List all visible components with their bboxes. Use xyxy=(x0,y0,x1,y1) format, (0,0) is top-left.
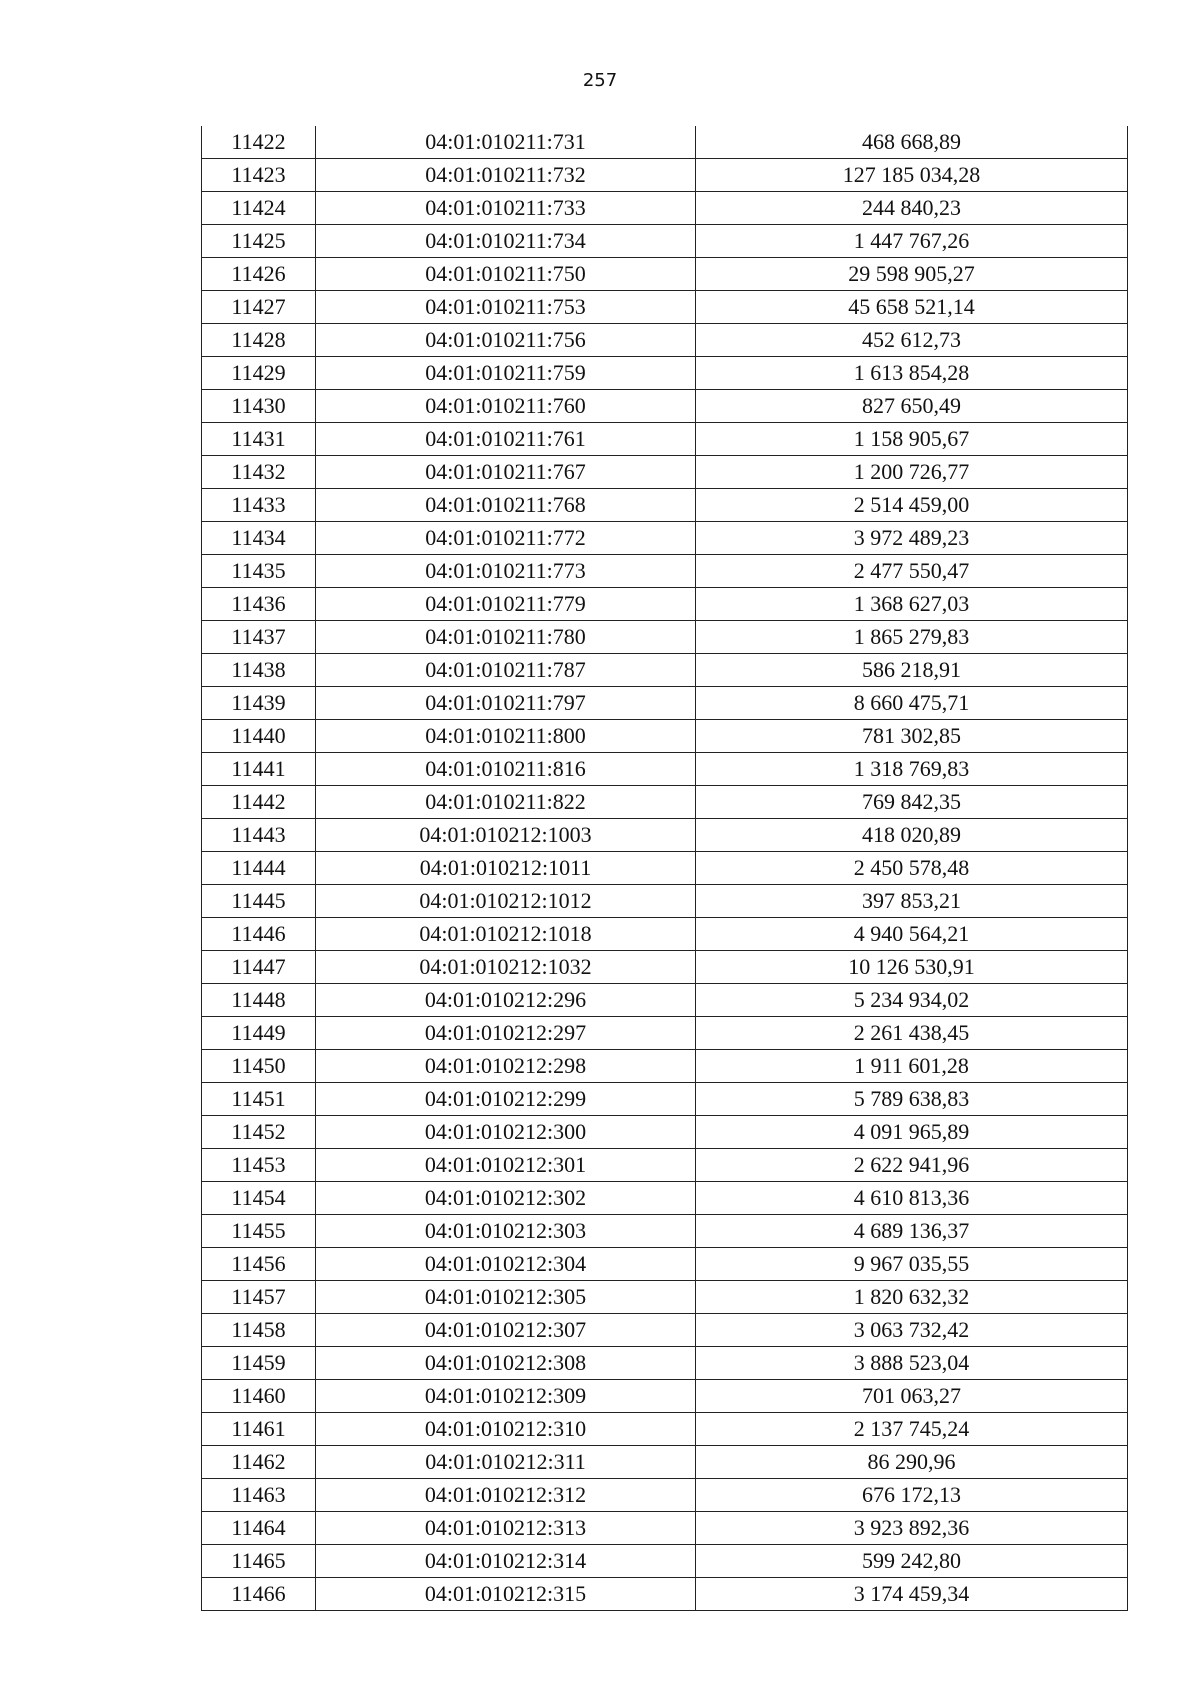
cadastral-number-cell: 04:01:010212:305 xyxy=(316,1281,696,1314)
row-number-cell: 11454 xyxy=(202,1182,316,1215)
table-row xyxy=(202,918,1128,951)
table-row xyxy=(202,192,1128,225)
cadastral-value-cell: 127 185 034,28 xyxy=(696,159,1128,192)
row-number-cell: 11461 xyxy=(202,1413,316,1446)
table-body xyxy=(202,126,1128,1611)
cadastral-number-cell: 04:01:010211:772 xyxy=(316,522,696,555)
row-number-cell: 11434 xyxy=(202,522,316,555)
row-number-cell: 11456 xyxy=(202,1248,316,1281)
cadastral-number-cell: 04:01:010212:315 xyxy=(316,1578,696,1611)
table-row xyxy=(202,1578,1128,1611)
cadastral-number-cell: 04:01:010212:302 xyxy=(316,1182,696,1215)
cadastral-number-cell: 04:01:010212:311 xyxy=(316,1446,696,1479)
row-number-cell: 11446 xyxy=(202,918,316,951)
cadastral-value-cell: 4 610 813,36 xyxy=(696,1182,1128,1215)
row-number-cell: 11444 xyxy=(202,852,316,885)
table-row xyxy=(202,357,1128,390)
table-row xyxy=(202,1347,1128,1380)
row-number-cell: 11452 xyxy=(202,1116,316,1149)
row-number-cell: 11458 xyxy=(202,1314,316,1347)
row-number-cell: 11462 xyxy=(202,1446,316,1479)
row-number-cell: 11437 xyxy=(202,621,316,654)
cadastral-value-cell: 586 218,91 xyxy=(696,654,1128,687)
cadastral-value-cell: 781 302,85 xyxy=(696,720,1128,753)
cadastral-number-cell: 04:01:010211:731 xyxy=(316,126,696,159)
table-row xyxy=(202,720,1128,753)
cadastral-value-cell: 1 318 769,83 xyxy=(696,753,1128,786)
cadastral-value-table xyxy=(201,126,1128,1611)
cadastral-value-cell: 769 842,35 xyxy=(696,786,1128,819)
row-number-cell: 11429 xyxy=(202,357,316,390)
cadastral-number-cell: 04:01:010211:732 xyxy=(316,159,696,192)
row-number-cell: 11439 xyxy=(202,687,316,720)
table-row xyxy=(202,1149,1128,1182)
cadastral-value-cell: 827 650,49 xyxy=(696,390,1128,423)
row-number-cell: 11447 xyxy=(202,951,316,984)
table-row xyxy=(202,654,1128,687)
table-row xyxy=(202,984,1128,1017)
cadastral-value-cell: 1 158 905,67 xyxy=(696,423,1128,456)
table-row xyxy=(202,1050,1128,1083)
cadastral-value-cell: 468 668,89 xyxy=(696,126,1128,159)
table-row xyxy=(202,1512,1128,1545)
cadastral-number-cell: 04:01:010211:756 xyxy=(316,324,696,357)
cadastral-number-cell: 04:01:010212:303 xyxy=(316,1215,696,1248)
cadastral-number-cell: 04:01:010212:312 xyxy=(316,1479,696,1512)
cadastral-number-cell: 04:01:010211:760 xyxy=(316,390,696,423)
table-row xyxy=(202,1479,1128,1512)
table-row xyxy=(202,489,1128,522)
table-row xyxy=(202,390,1128,423)
row-number-cell: 11464 xyxy=(202,1512,316,1545)
cadastral-value-cell: 1 911 601,28 xyxy=(696,1050,1128,1083)
row-number-cell: 11430 xyxy=(202,390,316,423)
cadastral-number-cell: 04:01:010212:309 xyxy=(316,1380,696,1413)
row-number-cell: 11436 xyxy=(202,588,316,621)
table-row xyxy=(202,819,1128,852)
cadastral-value-cell: 3 063 732,42 xyxy=(696,1314,1128,1347)
table-row xyxy=(202,258,1128,291)
table-row xyxy=(202,1182,1128,1215)
row-number-cell: 11449 xyxy=(202,1017,316,1050)
row-number-cell: 11438 xyxy=(202,654,316,687)
cadastral-value-cell: 29 598 905,27 xyxy=(696,258,1128,291)
cadastral-value-cell: 701 063,27 xyxy=(696,1380,1128,1413)
row-number-cell: 11431 xyxy=(202,423,316,456)
cadastral-value-cell: 2 477 550,47 xyxy=(696,555,1128,588)
cadastral-number-cell: 04:01:010211:800 xyxy=(316,720,696,753)
cadastral-number-cell: 04:01:010211:759 xyxy=(316,357,696,390)
table-row xyxy=(202,1281,1128,1314)
table-row xyxy=(202,885,1128,918)
cadastral-value-cell: 1 200 726,77 xyxy=(696,456,1128,489)
cadastral-value-cell: 5 234 934,02 xyxy=(696,984,1128,1017)
row-number-cell: 11423 xyxy=(202,159,316,192)
cadastral-number-cell: 04:01:010212:299 xyxy=(316,1083,696,1116)
cadastral-value-cell: 4 091 965,89 xyxy=(696,1116,1128,1149)
table-row xyxy=(202,621,1128,654)
page-number: 257 xyxy=(582,70,618,91)
row-number-cell: 11445 xyxy=(202,885,316,918)
row-number-cell: 11457 xyxy=(202,1281,316,1314)
cadastral-value-cell: 1 447 767,26 xyxy=(696,225,1128,258)
cadastral-value-cell: 397 853,21 xyxy=(696,885,1128,918)
cadastral-value-cell: 86 290,96 xyxy=(696,1446,1128,1479)
row-number-cell: 11443 xyxy=(202,819,316,852)
cadastral-number-cell: 04:01:010211:779 xyxy=(316,588,696,621)
cadastral-value-cell: 244 840,23 xyxy=(696,192,1128,225)
cadastral-value-cell: 2 514 459,00 xyxy=(696,489,1128,522)
row-number-cell: 11450 xyxy=(202,1050,316,1083)
cadastral-number-cell: 04:01:010212:1003 xyxy=(316,819,696,852)
row-number-cell: 11465 xyxy=(202,1545,316,1578)
row-number-cell: 11463 xyxy=(202,1479,316,1512)
table-row xyxy=(202,786,1128,819)
row-number-cell: 11435 xyxy=(202,555,316,588)
table-row xyxy=(202,1446,1128,1479)
cadastral-number-cell: 04:01:010211:816 xyxy=(316,753,696,786)
table-row xyxy=(202,687,1128,720)
table-row xyxy=(202,1017,1128,1050)
row-number-cell: 11460 xyxy=(202,1380,316,1413)
table-row xyxy=(202,1545,1128,1578)
cadastral-number-cell: 04:01:010211:733 xyxy=(316,192,696,225)
table-row xyxy=(202,159,1128,192)
cadastral-value-cell: 2 137 745,24 xyxy=(696,1413,1128,1446)
table-row xyxy=(202,951,1128,984)
cadastral-number-cell: 04:01:010211:780 xyxy=(316,621,696,654)
cadastral-number-cell: 04:01:010211:761 xyxy=(316,423,696,456)
table-row xyxy=(202,126,1128,159)
cadastral-number-cell: 04:01:010212:1012 xyxy=(316,885,696,918)
table-row xyxy=(202,456,1128,489)
table-row xyxy=(202,1116,1128,1149)
table-row xyxy=(202,1314,1128,1347)
cadastral-value-cell: 1 368 627,03 xyxy=(696,588,1128,621)
cadastral-value-cell: 3 888 523,04 xyxy=(696,1347,1128,1380)
table-row xyxy=(202,753,1128,786)
cadastral-number-cell: 04:01:010211:797 xyxy=(316,687,696,720)
cadastral-number-cell: 04:01:010212:308 xyxy=(316,1347,696,1380)
cadastral-number-cell: 04:01:010211:768 xyxy=(316,489,696,522)
cadastral-value-cell: 3 174 459,34 xyxy=(696,1578,1128,1611)
row-number-cell: 11425 xyxy=(202,225,316,258)
cadastral-number-cell: 04:01:010212:313 xyxy=(316,1512,696,1545)
cadastral-number-cell: 04:01:010212:1011 xyxy=(316,852,696,885)
cadastral-number-cell: 04:01:010211:787 xyxy=(316,654,696,687)
table-row xyxy=(202,423,1128,456)
cadastral-value-cell: 676 172,13 xyxy=(696,1479,1128,1512)
row-number-cell: 11453 xyxy=(202,1149,316,1182)
table-row xyxy=(202,1413,1128,1446)
row-number-cell: 11455 xyxy=(202,1215,316,1248)
cadastral-value-cell: 1 613 854,28 xyxy=(696,357,1128,390)
table-row xyxy=(202,225,1128,258)
table-row xyxy=(202,852,1128,885)
row-number-cell: 11424 xyxy=(202,192,316,225)
cadastral-number-cell: 04:01:010212:298 xyxy=(316,1050,696,1083)
cadastral-value-cell: 1 865 279,83 xyxy=(696,621,1128,654)
cadastral-value-cell: 3 923 892,36 xyxy=(696,1512,1128,1545)
row-number-cell: 11440 xyxy=(202,720,316,753)
cadastral-number-cell: 04:01:010212:304 xyxy=(316,1248,696,1281)
cadastral-number-cell: 04:01:010211:767 xyxy=(316,456,696,489)
cadastral-number-cell: 04:01:010211:750 xyxy=(316,258,696,291)
cadastral-value-cell: 8 660 475,71 xyxy=(696,687,1128,720)
cadastral-value-cell: 452 612,73 xyxy=(696,324,1128,357)
row-number-cell: 11432 xyxy=(202,456,316,489)
cadastral-number-cell: 04:01:010212:296 xyxy=(316,984,696,1017)
cadastral-number-cell: 04:01:010212:310 xyxy=(316,1413,696,1446)
row-number-cell: 11466 xyxy=(202,1578,316,1611)
table-row xyxy=(202,1215,1128,1248)
cadastral-value-cell: 599 242,80 xyxy=(696,1545,1128,1578)
cadastral-number-cell: 04:01:010211:822 xyxy=(316,786,696,819)
cadastral-number-cell: 04:01:010211:753 xyxy=(316,291,696,324)
cadastral-value-cell: 4 940 564,21 xyxy=(696,918,1128,951)
table-row xyxy=(202,588,1128,621)
cadastral-value-cell: 418 020,89 xyxy=(696,819,1128,852)
row-number-cell: 11451 xyxy=(202,1083,316,1116)
table-row xyxy=(202,1248,1128,1281)
cadastral-number-cell: 04:01:010212:300 xyxy=(316,1116,696,1149)
cadastral-value-cell: 5 789 638,83 xyxy=(696,1083,1128,1116)
row-number-cell: 11426 xyxy=(202,258,316,291)
cadastral-value-cell: 1 820 632,32 xyxy=(696,1281,1128,1314)
row-number-cell: 11433 xyxy=(202,489,316,522)
row-number-cell: 11427 xyxy=(202,291,316,324)
cadastral-value-cell: 2 450 578,48 xyxy=(696,852,1128,885)
cadastral-value-cell: 2 261 438,45 xyxy=(696,1017,1128,1050)
row-number-cell: 11441 xyxy=(202,753,316,786)
cadastral-value-cell: 2 622 941,96 xyxy=(696,1149,1128,1182)
row-number-cell: 11422 xyxy=(202,126,316,159)
cadastral-number-cell: 04:01:010212:1018 xyxy=(316,918,696,951)
table-row xyxy=(202,555,1128,588)
table-row xyxy=(202,522,1128,555)
row-number-cell: 11428 xyxy=(202,324,316,357)
cadastral-number-cell: 04:01:010212:314 xyxy=(316,1545,696,1578)
cadastral-value-cell: 3 972 489,23 xyxy=(696,522,1128,555)
cadastral-value-cell: 4 689 136,37 xyxy=(696,1215,1128,1248)
row-number-cell: 11459 xyxy=(202,1347,316,1380)
cadastral-number-cell: 04:01:010212:301 xyxy=(316,1149,696,1182)
cadastral-value-cell: 9 967 035,55 xyxy=(696,1248,1128,1281)
row-number-cell: 11442 xyxy=(202,786,316,819)
cadastral-number-cell: 04:01:010211:773 xyxy=(316,555,696,588)
table-row xyxy=(202,324,1128,357)
cadastral-number-cell: 04:01:010212:297 xyxy=(316,1017,696,1050)
cadastral-number-cell: 04:01:010211:734 xyxy=(316,225,696,258)
cadastral-value-cell: 45 658 521,14 xyxy=(696,291,1128,324)
table-row xyxy=(202,1380,1128,1413)
cadastral-number-cell: 04:01:010212:307 xyxy=(316,1314,696,1347)
cadastral-value-cell: 10 126 530,91 xyxy=(696,951,1128,984)
table-row xyxy=(202,291,1128,324)
table-row xyxy=(202,1083,1128,1116)
row-number-cell: 11448 xyxy=(202,984,316,1017)
cadastral-number-cell: 04:01:010212:1032 xyxy=(316,951,696,984)
